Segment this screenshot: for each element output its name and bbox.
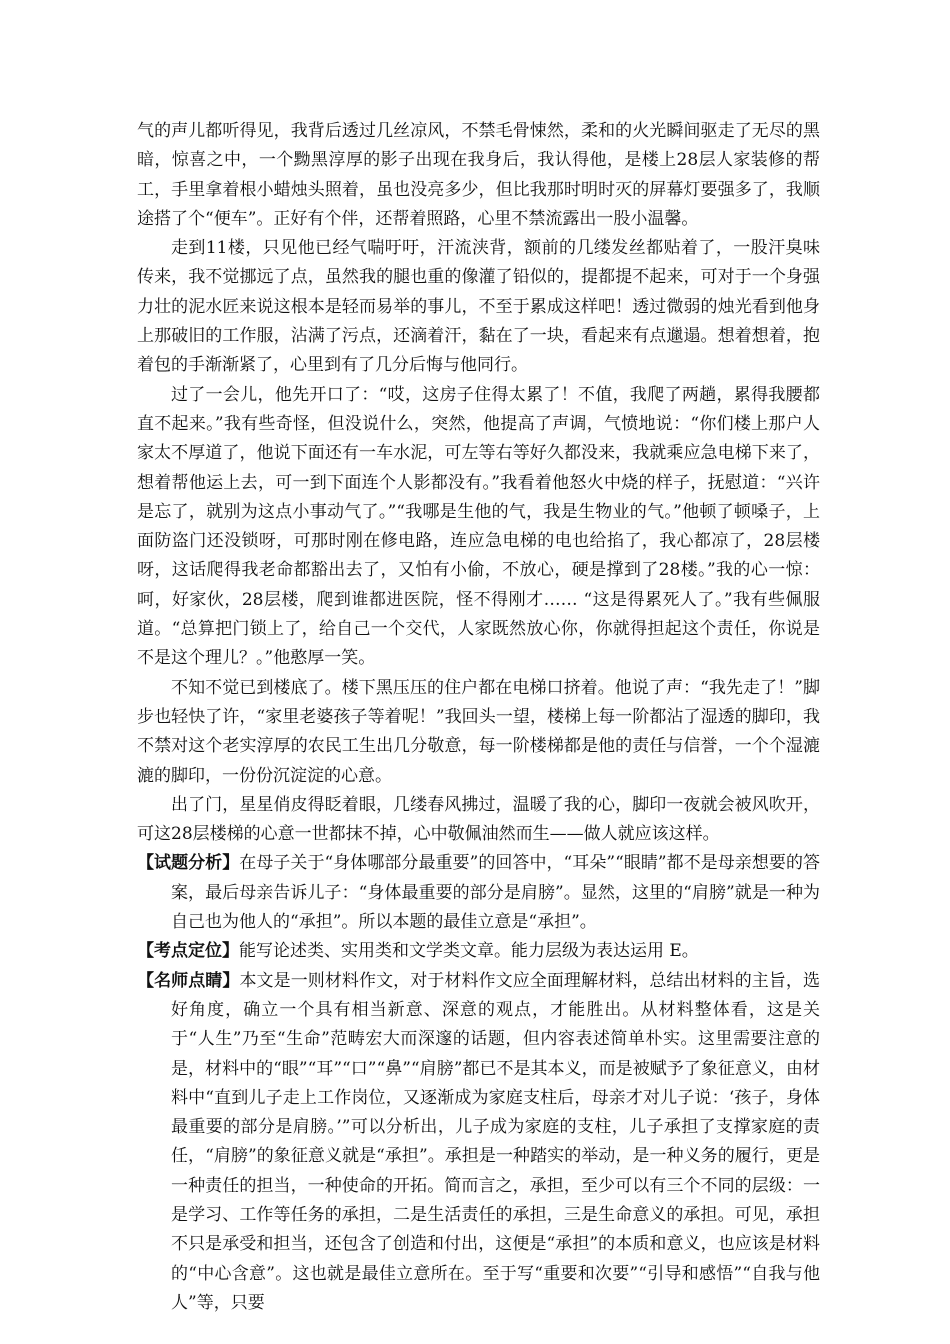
analysis-point-section [137,937,820,966]
essay-paragraph: 走到11楼，只见他已经气喘吁吁，汗流浃背，额前的几缕发丝都贴着了，一股汗臭味传来，我不觉挪远了点，虽然我的腿也重的像灌了铅似的，提都提不起来，可对于一个身强力壮的泥水匠来说这根本是轻而易举的事儿，不至于累成这样吧！透过微弱的烛光看到他身上那破旧的工作服，沾满了污点，还滴着汗，黏在了一块，看起来有点邋遢。想着想着，抱着包的手渐渐紧了，心里到有了几分后悔与他同行。 [137,238,820,376]
document-page [137,117,820,1318]
essay-paragraph: 出了门，星星俏皮得眨着眼，几缕春风拂过，温暖了我的心，脚印一夜就会被风吹开，可这28层楼梯的心意一世都抹不掉，心中敬佩油然而生——做人就应该这样。 [137,794,820,845]
essay-paragraph: 过了一会儿，他先开口了：“哎，这房子住得太累了！不值，我爬了两趟，累得我腰都直不起来。”我有些奇怪，但没说什么，突然，他提高了声调，气愤地说：“你们楼上那户人家太不厚道了，他说下面还有一车水泥，可左等右等好久都没来，我就乘应急电梯下来了，想着帮他运上去，可一到下面连个人影都没有。”我看着他怒火中烧的样子，抚慰道：“兴许是忘了，就别为这点小事动气了。”“我哪是生他的气，我是生物业的气。”他顿了顿嗓子，上面防盗门还没锁呀，可那时刚在修电路，连应急电梯的电也给掐了，我心都凉了，28层楼呀，这话爬得我老命都豁出去了，又怕有小偷，不放心，硬是撑到了28楼。”我的心一惊：呵，好家伙，28层楼，爬到谁都进医院，怪不得刚才…… “这是得累死人了。”我有些佩服道。“总算把门锁上了，给自己一个交代，人家既然放心你，你就得担起这个责任，你说是不是这个理儿？。”他憨厚一笑。 [137,384,820,669]
analysis-text: 在母子关于“身体哪部分最重要”的回答中，“耳朵”“眼睛”都不是母亲想要的答案，最后母亲告诉儿子：“身体最重要的部分是肩膀”。显然，这里的“肩膀”就是一种为自己也为他人的“承担”。所以本题的最佳立意是“承担”。 [171,853,820,933]
essay-paragraph: 不知不觉已到楼底了。楼下黑压压的住户都在电梯口挤着。他说了声：“我先走了！”脚步也轻快了许，“家里老婆孩子等着呢！”我回头一望，楼梯上每一阶都沾了湿透的脚印，我不禁对这个老实淳厚的农民工生出几分敬意，每一阶楼梯都是他的责任与信誉，一个个湿漉漉的脚印，一份份沉淀淀的心意。 [137,677,820,786]
analysis-teacher-section [137,967,820,1319]
analysis-label: 【名师点睛】 [137,970,240,991]
analysis-text: 能写论述类、实用类和文学类文章。能力层级为表达运用 E。 [239,941,699,962]
analysis-text: 本文是一则材料作文，对于材料作文应全面理解材料，总结出材料的主旨，选好角度，确立一个具有相当新意、深意的观点，才能胜出。从材料整体看，这是关于“人生”乃至“生命”范畴宏大而深邃的话题，但内容表述简单朴实。这里需要注意的是，材料中的“眼”“耳”“口”“鼻”“肩膀”都已不是其本义，而是被赋予了象征意义，由材料中“直到儿子走上工作岗位，又逐渐成为家庭支柱后，母亲才对儿子说：‘孩子，身体最重要的部分是肩膀。’”可以分析出，儿子成为家庭的支柱，儿子承担了支撑家庭的责任，“肩膀”的象征意义就是“承担”。承担是一种踏实的举动，是一种义务的履行，更是一种责任的担当，一种使命的开拓。简而言之，承担，至少可以有三个不同的层级：一是学习、工作等任务的承担，二是生活责任的承担，三是生命意义的承担。可见，承担不只是承受和担当，还包含了创造和付出，这便是“承担”的本质和意义，也应该是材料的“中心含意”。这也就是最佳立意所在。至于写“重要和次要”“引导和感悟”“自我与他人”等，只要 [171,970,821,1313]
analysis-label: 【考点定位】 [137,941,239,962]
analysis-label: 【试题分析】 [137,853,240,874]
analysis-question-section [137,849,820,937]
essay-paragraph: 气的声儿都听得见，我背后透过几丝凉风，不禁毛骨悚然，柔和的火光瞬间驱走了无尽的黑暗，惊喜之中，一个黝黑淳厚的影子出现在我身后，我认得他，是楼上28层人家装修的帮工，手里拿着根小蜡烛头照着，虽也没亮多少，但比我那时明时灭的屏幕灯要强多了，我顺途搭了个“便车”。正好有个伴，还帮着照路，心里不禁流露出一股小温馨。 [137,121,820,229]
